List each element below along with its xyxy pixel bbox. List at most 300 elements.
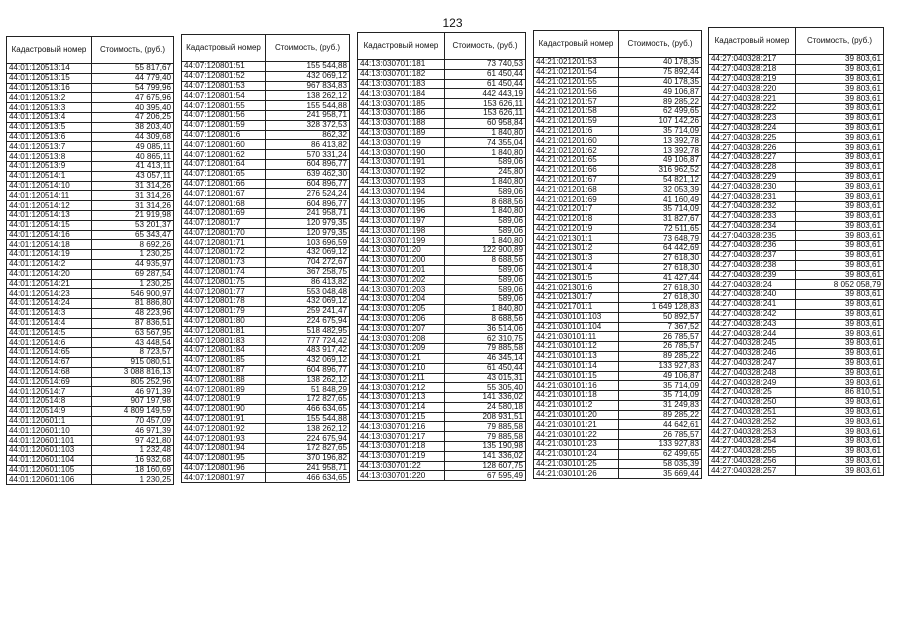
cadastral-number-cell: 44:07:120801:90 xyxy=(182,404,266,414)
cadastral-number-cell: 44:13:030701:211 xyxy=(358,373,445,383)
cost-cell: 432 069,12 xyxy=(266,248,350,258)
table-row xyxy=(182,453,350,463)
cadastral-number-cell: 44:27:040328:253 xyxy=(709,427,796,437)
cadastral-number-cell: 44:21:030101:13 xyxy=(534,351,619,361)
cost-cell: 63 567,95 xyxy=(92,328,174,338)
cost-cell: 604 896,77 xyxy=(266,365,350,375)
table-row xyxy=(7,357,174,367)
cost-cell: 65 343,47 xyxy=(92,230,174,240)
table-row xyxy=(182,414,350,424)
cost-cell: 805 252,96 xyxy=(92,377,174,387)
header-cadastral-number: Кадастровый номер xyxy=(182,35,266,62)
cost-cell: 46 971,39 xyxy=(92,387,174,397)
table-row xyxy=(7,181,174,191)
table-row xyxy=(709,427,884,437)
cadastral-number-cell: 44:27:040328:234 xyxy=(709,221,796,231)
cost-cell: 224 675,94 xyxy=(266,434,350,444)
cadastral-number-cell: 44:21:021201:6 xyxy=(534,126,619,136)
table-row xyxy=(358,138,526,148)
cost-cell: 39 803,61 xyxy=(796,309,884,319)
cost-cell: 1 840,80 xyxy=(445,236,526,246)
cadastral-number-cell: 44:07:120801:96 xyxy=(182,463,266,473)
table-row xyxy=(182,375,350,385)
cost-cell: 39 803,61 xyxy=(796,133,884,143)
cadastral-number-cell: 44:27:040328:223 xyxy=(709,113,796,123)
table-row xyxy=(709,152,884,162)
cadastral-number-cell: 44:13:030701:214 xyxy=(358,402,445,412)
table-row xyxy=(182,208,350,218)
cadastral-number-cell: 44:01:120514:67 xyxy=(7,357,92,367)
cadastral-number-cell: 44:21:021201:53 xyxy=(534,58,619,68)
header-cost: Стоимость, (руб.) xyxy=(92,37,174,64)
cadastral-number-cell: 44:13:030701:202 xyxy=(358,275,445,285)
cost-cell: 49 085,11 xyxy=(92,142,174,152)
table-row xyxy=(7,308,174,318)
table-row xyxy=(7,83,174,93)
cadastral-number-cell: 44:13:030701:200 xyxy=(358,255,445,265)
table-row xyxy=(534,469,702,479)
table-row xyxy=(534,165,702,175)
table-row xyxy=(534,302,702,312)
cadastral-number-cell: 44:07:120801:77 xyxy=(182,287,266,297)
cadastral-number-cell: 44:07:120801:64 xyxy=(182,159,266,169)
cost-cell: 39 803,61 xyxy=(796,64,884,74)
cost-cell: 54 799,96 xyxy=(92,83,174,93)
cadastral-number-cell: 44:21:030101:18 xyxy=(534,391,619,401)
table-row xyxy=(534,293,702,303)
cadastral-number-cell: 44:01:120601:104 xyxy=(7,455,92,465)
cadastral-number-cell: 44:13:030701:181 xyxy=(358,60,445,70)
cost-cell: 24 580,18 xyxy=(445,402,526,412)
table-row xyxy=(358,353,526,363)
cost-cell: 103 696,59 xyxy=(266,238,350,248)
table-row xyxy=(182,365,350,375)
cadastral-number-cell: 44:07:120801:94 xyxy=(182,444,266,454)
table-row xyxy=(7,191,174,201)
table-row xyxy=(709,358,884,368)
cadastral-number-cell: 44:27:040328:252 xyxy=(709,417,796,427)
cost-cell: 35 714,09 xyxy=(619,391,702,401)
table-row xyxy=(7,299,174,309)
table-row xyxy=(534,322,702,332)
table-row xyxy=(709,250,884,260)
cadastral-number-cell: 44:13:030701:206 xyxy=(358,314,445,324)
cadastral-number-cell: 44:13:030701:189 xyxy=(358,128,445,138)
table-row xyxy=(7,426,174,436)
cost-cell: 62 310,75 xyxy=(445,334,526,344)
cost-cell: 44 642,61 xyxy=(619,420,702,430)
cost-cell: 967 834,83 xyxy=(266,81,350,91)
table-row xyxy=(358,216,526,226)
cadastral-number-cell: 44:13:030701:203 xyxy=(358,285,445,295)
cost-cell: 604 896,77 xyxy=(266,199,350,209)
table-row xyxy=(358,373,526,383)
cost-cell: 67 595,49 xyxy=(445,471,526,481)
table-row xyxy=(182,395,350,405)
cost-cell: 316 962,52 xyxy=(619,165,702,175)
cost-cell: 41 160,49 xyxy=(619,195,702,205)
cadastral-number-cell: 44:01:120513:8 xyxy=(7,152,92,162)
table-row xyxy=(709,378,884,388)
cost-cell: 589,06 xyxy=(445,295,526,305)
cost-cell: 62 499,65 xyxy=(619,449,702,459)
cost-cell: 39 803,61 xyxy=(796,211,884,221)
cost-cell: 589,06 xyxy=(445,265,526,275)
table-row xyxy=(182,71,350,81)
table-row xyxy=(534,146,702,156)
cadastral-number-cell: 44:13:030701:204 xyxy=(358,295,445,305)
table-row xyxy=(182,248,350,258)
cadastral-number-cell: 44:01:120514:21 xyxy=(7,279,92,289)
table-row xyxy=(7,103,174,113)
cadastral-number-cell: 44:21:021201:60 xyxy=(534,136,619,146)
cadastral-number-cell: 44:07:120801:7 xyxy=(182,218,266,228)
cadastral-number-cell: 44:27:040328:236 xyxy=(709,241,796,251)
table-row xyxy=(182,297,350,307)
cost-cell: 39 803,61 xyxy=(796,103,884,113)
cadastral-number-cell: 44:21:030101:104 xyxy=(534,322,619,332)
cost-cell: 27 618,30 xyxy=(619,253,702,263)
table-row xyxy=(7,416,174,426)
cadastral-number-cell: 44:01:120514:3 xyxy=(7,308,92,318)
cost-cell: 36 514,06 xyxy=(445,324,526,334)
table-row xyxy=(709,211,884,221)
cost-cell: 208 931,51 xyxy=(445,412,526,422)
cadastral-number-cell: 44:07:120801:66 xyxy=(182,179,266,189)
cost-cell: 39 803,61 xyxy=(796,378,884,388)
cost-cell: 79 885,58 xyxy=(445,432,526,442)
cost-cell: 13 392,78 xyxy=(619,136,702,146)
table-row xyxy=(182,257,350,267)
cost-cell: 39 803,61 xyxy=(796,172,884,182)
cost-cell: 915 080,51 xyxy=(92,357,174,367)
cost-cell: 153 626,11 xyxy=(445,108,526,118)
cadastral-number-cell: 44:21:021701:1 xyxy=(534,302,619,312)
cadastral-number-cell: 44:27:040328:24 xyxy=(709,280,796,290)
table-row xyxy=(358,324,526,334)
cost-cell: 39 803,61 xyxy=(796,260,884,270)
cost-cell: 39 803,61 xyxy=(796,201,884,211)
cost-cell: 39 803,61 xyxy=(796,221,884,231)
table-row xyxy=(534,273,702,283)
cadastral-number-cell: 44:07:120801:75 xyxy=(182,277,266,287)
cost-cell: 553 048,48 xyxy=(266,287,350,297)
table-row xyxy=(358,148,526,158)
cadastral-number-cell: 44:01:120514:15 xyxy=(7,220,92,230)
cadastral-number-cell: 44:13:030701:190 xyxy=(358,148,445,158)
table-row xyxy=(7,269,174,279)
table-row xyxy=(358,422,526,432)
cadastral-number-cell: 44:21:030101:12 xyxy=(534,342,619,352)
cadastral-number-cell: 44:27:040328:235 xyxy=(709,231,796,241)
cadastral-number-cell: 44:27:040328:249 xyxy=(709,378,796,388)
cadastral-number-cell: 44:27:040328:246 xyxy=(709,348,796,358)
cost-cell: 38 203,40 xyxy=(92,122,174,132)
cadastral-number-cell: 44:01:120513:7 xyxy=(7,142,92,152)
table-row xyxy=(7,475,174,485)
cadastral-number-cell: 44:07:120801:51 xyxy=(182,62,266,72)
cadastral-number-cell: 44:07:120801:89 xyxy=(182,385,266,395)
table-row xyxy=(709,192,884,202)
header-cadastral-number: Кадастровый номер xyxy=(358,33,445,60)
table-row xyxy=(709,241,884,251)
cost-cell: 39 803,61 xyxy=(796,192,884,202)
cadastral-number-cell: 44:13:030701:218 xyxy=(358,442,445,452)
table-row xyxy=(358,118,526,128)
cost-cell: 589,06 xyxy=(445,275,526,285)
page-number: 123 xyxy=(442,16,463,30)
cadastral-number-cell: 44:01:120514:20 xyxy=(7,269,92,279)
cost-cell: 39 803,61 xyxy=(796,94,884,104)
cost-cell: 245,80 xyxy=(445,167,526,177)
cost-cell: 1 649 128,83 xyxy=(619,302,702,312)
cost-cell: 60 958,84 xyxy=(445,118,526,128)
table-row xyxy=(709,348,884,358)
cadastral-number-cell: 44:27:040328:245 xyxy=(709,339,796,349)
cost-cell: 39 803,61 xyxy=(796,358,884,368)
cadastral-number-cell: 44:13:030701:216 xyxy=(358,422,445,432)
cost-cell: 97 421,80 xyxy=(92,436,174,446)
cadastral-number-cell: 44:01:120513:2 xyxy=(7,93,92,103)
table-row xyxy=(358,461,526,471)
cost-cell: 39 803,61 xyxy=(796,299,884,309)
cadastral-number-cell: 44:27:040328:230 xyxy=(709,182,796,192)
cost-cell: 135 190,98 xyxy=(445,442,526,452)
cost-cell: 44 779,40 xyxy=(92,73,174,83)
cost-cell: 39 803,61 xyxy=(796,427,884,437)
cadastral-number-cell: 44:27:040328:251 xyxy=(709,407,796,417)
cost-cell: 589,06 xyxy=(445,157,526,167)
table-row xyxy=(534,224,702,234)
cadastral-number-cell: 44:21:021201:56 xyxy=(534,87,619,97)
cadastral-table-5 xyxy=(708,27,884,476)
cost-cell: 26 785,57 xyxy=(619,342,702,352)
table-row xyxy=(7,348,174,358)
table-row xyxy=(358,187,526,197)
table-row xyxy=(709,456,884,466)
table-row xyxy=(182,434,350,444)
table-row xyxy=(709,64,884,74)
cadastral-number-cell: 44:21:021201:8 xyxy=(534,214,619,224)
cost-cell: 39 803,61 xyxy=(796,55,884,65)
cadastral-number-cell: 44:27:040328:224 xyxy=(709,123,796,133)
cadastral-number-cell: 44:21:021201:67 xyxy=(534,175,619,185)
cadastral-number-cell: 44:21:030101:15 xyxy=(534,371,619,381)
cadastral-number-cell: 44:07:120801:69 xyxy=(182,208,266,218)
table-row xyxy=(182,150,350,160)
table-row xyxy=(358,108,526,118)
table-row xyxy=(358,314,526,324)
cost-cell: 8 688,56 xyxy=(445,255,526,265)
cadastral-number-cell: 44:27:040328:250 xyxy=(709,397,796,407)
cadastral-number-cell: 44:01:120514:9 xyxy=(7,406,92,416)
cadastral-number-cell: 44:13:030701:205 xyxy=(358,304,445,314)
cadastral-number-cell: 44:21:021301:2 xyxy=(534,244,619,254)
cost-cell: 466 634,65 xyxy=(266,404,350,414)
cost-cell: 89 285,22 xyxy=(619,351,702,361)
cadastral-number-cell: 44:01:120513:4 xyxy=(7,112,92,122)
cadastral-number-cell: 44:07:120801:65 xyxy=(182,169,266,179)
cost-cell: 155 544,88 xyxy=(266,62,350,72)
cost-cell: 518 482,95 xyxy=(266,326,350,336)
cadastral-number-cell: 44:21:030101:20 xyxy=(534,410,619,420)
cadastral-number-cell: 44:21:030101:25 xyxy=(534,459,619,469)
cost-cell: 466 634,65 xyxy=(266,473,350,483)
cost-cell: 64 442,69 xyxy=(619,244,702,254)
table-row xyxy=(182,62,350,72)
cadastral-number-cell: 44:01:120514:65 xyxy=(7,348,92,358)
table-row xyxy=(534,312,702,322)
cost-cell: 133 927,83 xyxy=(619,440,702,450)
cadastral-number-cell: 44:01:120514:10 xyxy=(7,181,92,191)
table-row xyxy=(358,451,526,461)
cost-cell: 39 803,61 xyxy=(796,84,884,94)
cadastral-number-cell: 44:13:030701:198 xyxy=(358,226,445,236)
table-row xyxy=(358,432,526,442)
table-row xyxy=(358,89,526,99)
table-row xyxy=(534,440,702,450)
cost-cell: 328 372,53 xyxy=(266,120,350,130)
cadastral-number-cell: 44:07:120801:56 xyxy=(182,110,266,120)
cadastral-number-cell: 44:07:120801:62 xyxy=(182,150,266,160)
cost-cell: 39 803,61 xyxy=(796,446,884,456)
cadastral-number-cell: 44:07:120801:74 xyxy=(182,267,266,277)
cost-cell: 40 395,40 xyxy=(92,103,174,113)
table-row xyxy=(358,69,526,79)
table-row xyxy=(534,371,702,381)
cost-cell: 39 803,61 xyxy=(796,339,884,349)
table-row xyxy=(182,424,350,434)
cadastral-number-cell: 44:13:030701:186 xyxy=(358,108,445,118)
cadastral-number-cell: 44:27:040328:25 xyxy=(709,388,796,398)
cost-cell: 39 803,61 xyxy=(796,123,884,133)
cadastral-number-cell: 44:07:120801:67 xyxy=(182,189,266,199)
table-row xyxy=(7,112,174,122)
table-row xyxy=(534,263,702,273)
cost-cell: 55 305,40 xyxy=(445,383,526,393)
table-row xyxy=(358,206,526,216)
table-row xyxy=(709,84,884,94)
cost-cell: 7 367,52 xyxy=(619,322,702,332)
table-row xyxy=(534,283,702,293)
cost-cell: 87 836,51 xyxy=(92,318,174,328)
table-row xyxy=(182,385,350,395)
cost-cell: 1 840,80 xyxy=(445,304,526,314)
cadastral-number-cell: 44:27:040328:237 xyxy=(709,250,796,260)
cadastral-number-cell: 44:13:030701:183 xyxy=(358,79,445,89)
table-row xyxy=(182,404,350,414)
table-row xyxy=(182,316,350,326)
table-row xyxy=(7,318,174,328)
cadastral-number-cell: 44:01:120513:5 xyxy=(7,122,92,132)
table-row xyxy=(182,336,350,346)
cadastral-number-cell: 44:01:120514:19 xyxy=(7,250,92,260)
table-row xyxy=(534,136,702,146)
cost-cell: 39 803,61 xyxy=(796,319,884,329)
cadastral-number-cell: 44:07:120801:52 xyxy=(182,71,266,81)
cost-cell: 907 197,98 xyxy=(92,397,174,407)
cadastral-number-cell: 44:13:030701:21 xyxy=(358,353,445,363)
table-row xyxy=(358,471,526,481)
cadastral-number-cell: 44:07:120801:93 xyxy=(182,434,266,444)
cadastral-number-cell: 44:01:120514:12 xyxy=(7,201,92,211)
table-row xyxy=(709,133,884,143)
table-row xyxy=(709,74,884,84)
table-row xyxy=(709,113,884,123)
cadastral-number-cell: 44:07:120801:68 xyxy=(182,199,266,209)
cost-cell: 39 803,61 xyxy=(796,113,884,123)
cadastral-number-cell: 44:01:120513:6 xyxy=(7,132,92,142)
cost-cell: 39 803,61 xyxy=(796,74,884,84)
cost-cell: 49 106,87 xyxy=(619,155,702,165)
table-row xyxy=(709,143,884,153)
cost-cell: 39 803,61 xyxy=(796,290,884,300)
cadastral-number-cell: 44:21:021201:59 xyxy=(534,116,619,126)
cost-cell: 1 230,25 xyxy=(92,250,174,260)
cadastral-table-2 xyxy=(181,34,350,483)
cadastral-number-cell: 44:13:030701:22 xyxy=(358,461,445,471)
cost-cell: 55 817,67 xyxy=(92,64,174,74)
cost-cell: 89 285,22 xyxy=(619,97,702,107)
table-row xyxy=(358,60,526,70)
cost-cell: 259 241,47 xyxy=(266,306,350,316)
cost-cell: 120 979,35 xyxy=(266,228,350,238)
table-row xyxy=(534,185,702,195)
cadastral-number-cell: 44:13:030701:185 xyxy=(358,99,445,109)
table-row xyxy=(182,159,350,169)
cost-cell: 31 314,26 xyxy=(92,191,174,201)
cost-cell: 704 272,67 xyxy=(266,257,350,267)
cost-cell: 155 544,88 xyxy=(266,414,350,424)
table-row xyxy=(534,410,702,420)
table-row xyxy=(534,195,702,205)
table-row xyxy=(709,123,884,133)
cost-cell: 589,06 xyxy=(445,285,526,295)
cost-cell: 39 803,61 xyxy=(796,329,884,339)
table-row xyxy=(7,171,174,181)
cost-cell: 39 803,61 xyxy=(796,437,884,447)
table-row xyxy=(182,199,350,209)
table-row xyxy=(7,377,174,387)
table-row xyxy=(709,182,884,192)
cadastral-number-cell: 44:21:021201:7 xyxy=(534,204,619,214)
cadastral-number-cell: 44:13:030701:217 xyxy=(358,432,445,442)
cadastral-number-cell: 44:07:120801:59 xyxy=(182,120,266,130)
cost-cell: 39 803,61 xyxy=(796,456,884,466)
cadastral-number-cell: 44:01:120513:14 xyxy=(7,64,92,74)
cost-cell: 35 714,09 xyxy=(619,204,702,214)
table-row xyxy=(534,342,702,352)
table-row xyxy=(7,279,174,289)
table-row xyxy=(358,275,526,285)
table-row xyxy=(534,459,702,469)
cadastral-number-cell: 44:01:120601:10 xyxy=(7,426,92,436)
table-row xyxy=(182,228,350,238)
cadastral-number-cell: 44:21:021201:68 xyxy=(534,185,619,195)
table-row xyxy=(7,152,174,162)
table-row xyxy=(534,449,702,459)
cost-cell: 153 626,11 xyxy=(445,99,526,109)
table-row xyxy=(358,128,526,138)
table-row xyxy=(534,381,702,391)
cost-cell: 39 803,61 xyxy=(796,368,884,378)
cadastral-number-cell: 44:21:030101:26 xyxy=(534,469,619,479)
table-row xyxy=(7,161,174,171)
cadastral-number-cell: 44:13:030701:196 xyxy=(358,206,445,216)
cost-cell: 86 810,51 xyxy=(796,388,884,398)
table-row xyxy=(7,387,174,397)
table-row xyxy=(182,326,350,336)
